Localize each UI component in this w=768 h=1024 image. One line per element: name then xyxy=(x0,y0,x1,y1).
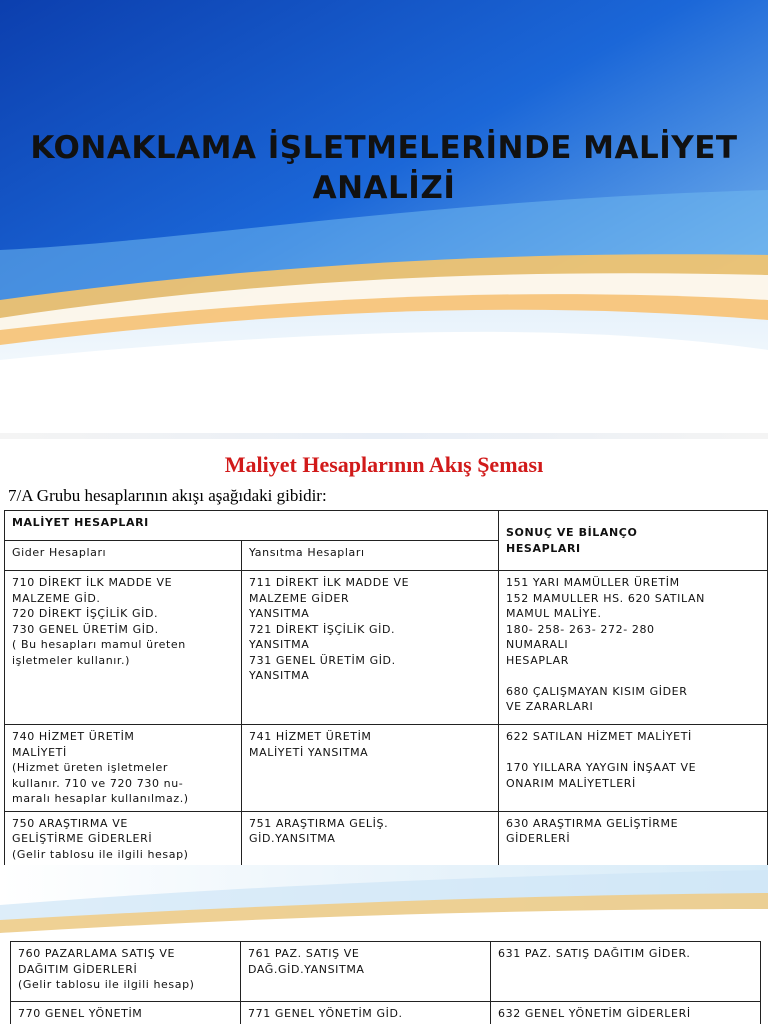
header-cost-accounts: MALİYET HESAPLARI xyxy=(5,511,499,541)
cell-gider: 710 DİREKT İLK MADDE VE MALZEME GİD. 720 DİREKT İŞÇİLİK GİD. 730 GENEL ÜRETİM GİD. ( Bu hesapları mamul üreten işletmeler kullanır.) xyxy=(5,571,242,725)
header-expense-accounts: Gider Hesapları xyxy=(5,541,242,571)
cell-sonuc: 631 PAZ. SATIŞ DAĞITIM GİDER. xyxy=(491,942,761,1002)
cell-yansitma: 711 DİREKT İLK MADDE VE MALZEME GİDER YANSITMA 721 DİREKT İŞÇİLİK GİD. YANSITMA 731 GENEL ÜRETİM GİD. YANSITMA xyxy=(242,571,499,725)
table-row xyxy=(11,1002,761,1024)
table-row xyxy=(11,942,761,1002)
continuation-slide xyxy=(0,865,768,1024)
cell-gider: 740 HİZMET ÜRETİM MALİYETİ (Hizmet üreten işletmeler kullanır. 710 ve 720 730 nu- maralı hesaplar kullanılmaz.) xyxy=(5,725,242,812)
table-row xyxy=(5,571,768,725)
slide-top-border xyxy=(0,433,768,439)
header-reflection-accounts: Yansıtma Hesapları xyxy=(242,541,499,571)
wave-background xyxy=(0,0,768,433)
cell-yansitma: 761 PAZ. SATIŞ VE DAĞ.GİD.YANSITMA xyxy=(241,942,491,1002)
flow-chart-slide xyxy=(0,433,768,865)
cell-sonuc: 632 GENEL YÖNETİM GİDERLERİ xyxy=(491,1002,761,1024)
table-row xyxy=(5,725,768,812)
cell-yansitma: 771 GENEL YÖNETİM GİD. xyxy=(241,1002,491,1024)
cell-sonuc: 622 SATILAN HİZMET MALİYETİ 170 YILLARA YAYGIN İNŞAAT VE ONARIM MALİYETLERİ xyxy=(499,725,768,812)
slide-heading: Maliyet Hesaplarının Akış Şeması xyxy=(224,452,544,477)
cell-gider: 760 PAZARLAMA SATIŞ VE DAĞITIM GİDERLERİ (Gelir tablosu ile ilgili hesap) xyxy=(11,942,241,1002)
header-result-balance-accounts: SONUÇ VE BİLANÇO HESAPLARI xyxy=(499,511,768,571)
cell-sonuc: 630 ARAŞTIRMA GELİŞTİRME GİDERLERİ xyxy=(499,811,768,865)
slide-title: KONAKLAMA İŞLETMELERİNDE MALİYET ANALİZİ xyxy=(30,130,738,206)
cell-sonuc: 151 YARI MAMÜLLER ÜRETİM 152 MAMULLER HS. 620 SATILAN MAMUL MALİYE. 180- 258- 263- 272- 280 NUMARALI HESAPLAR 680 ÇALIŞMAYAN KISIM GİDER VE ZARARLARI xyxy=(499,571,768,725)
title-slide xyxy=(0,0,768,433)
cell-yansitma: 741 HİZMET ÜRETİM MALİYETİ YANSITMA xyxy=(242,725,499,812)
cell-yansitma: 751 ARAŞTIRMA GELİŞ. GİD.YANSITMA xyxy=(242,811,499,865)
cell-gider: 750 ARAŞTIRMA VE GELİŞTİRME GİDERLERİ (Gelir tablosu ile ilgili hesap) xyxy=(5,811,242,865)
intro-text: 7/A Grubu hesaplarının akışı aşağıdaki gibidir: xyxy=(8,486,327,505)
cell-gider: 770 GENEL YÖNETİM xyxy=(11,1002,241,1024)
cost-accounts-table xyxy=(4,510,768,865)
table-row xyxy=(5,811,768,865)
cost-accounts-table-continued xyxy=(10,941,761,1024)
